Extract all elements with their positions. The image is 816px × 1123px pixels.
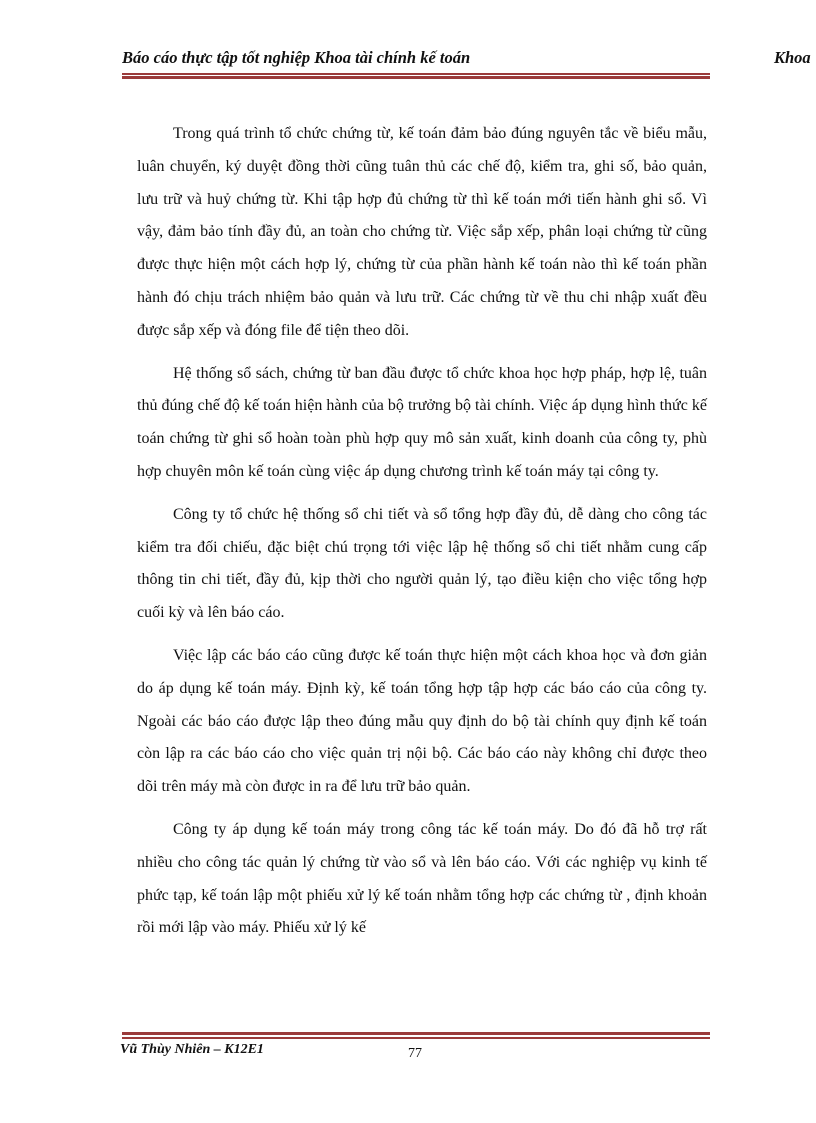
- header-rule-thick: [122, 76, 710, 79]
- header-rule-thin: [122, 73, 710, 75]
- paragraph: Công ty tổ chức hệ thống sổ chi tiết và sổ tổng hợp đầy đủ, dễ dàng cho công tác kiểm tra đối chiếu, đặc biệt chú trọng tới việc lập hệ thống sổ chi tiết nhằm cung cấp thông tin chi tiết, đầy đủ, kịp thời cho người quản lý, tạo điều kiện cho việc tổng hợp cuối kỳ và lên báo cáo.: [137, 505, 707, 622]
- paragraph: Việc lập các báo cáo cũng được kế toán thực hiện một cách khoa học và đơn giản do áp dụng kế toán máy. Định kỳ, kế toán tổng hợp tập hợp các báo cáo của công ty. Ngoài các báo cáo được lập theo đúng mẫu quy định do bộ tài chính quy định kế toán còn lập ra các báo cáo cho việc quản trị nội bộ. Các báo cáo này không chỉ được theo dõi trên máy mà còn được in ra để lưu trữ bảo quản.: [137, 646, 707, 796]
- footer-rule-thin: [122, 1037, 710, 1039]
- page-number: 77: [408, 1046, 422, 1061]
- footer-author: Vũ Thùy Nhiên – K12E1: [120, 1042, 264, 1057]
- header-title: Báo cáo thực tập tốt nghiệp Khoa tài chính kế toán: [122, 48, 471, 67]
- body-text: [137, 118, 707, 945]
- paragraph: Công ty áp dụng kế toán máy trong công tác kế toán máy. Do đó đã hỗ trợ rất nhiều cho công tác quản lý chứng từ vào sổ và lên báo cáo. Với các nghiệp vụ kinh tế phức tạp, kế toán lập một phiếu xử lý kế toán nhằm tổng hợp các chứng từ , định khoản rồi mới lập vào máy. Phiếu xử lý kế: [137, 820, 707, 937]
- footer-rule-thick: [122, 1032, 710, 1035]
- page-header: [122, 48, 816, 72]
- header-right-text: Khoa: [774, 48, 811, 67]
- paragraph: Hệ thống sổ sách, chứng từ ban đầu được tổ chức khoa học hợp pháp, hợp lệ, tuân thủ đúng chế độ kế toán hiện hành của bộ trưởng bộ tài chính. Việc áp dụng hình thức kế toán chứng từ ghi sổ hoàn toàn phù hợp quy mô sản xuất, kinh doanh của công ty, phù hợp chuyên môn kế toán cùng việc áp dụng chương trình kế toán máy tại công ty.: [137, 364, 707, 480]
- paragraph: Trong quá trình tổ chức chứng từ, kế toán đảm bảo đúng nguyên tắc về biểu mẫu, luân chuyển, ký duyệt đồng thời cũng tuân thủ các chế độ, kiểm tra, ghi số, bảo quản, lưu trữ và huỷ chứng từ. Khi tập hợp đủ chứng từ thì kế toán mới tiến hành ghi sổ. Vì vậy, đảm bảo tính đầy đủ, an toàn cho chứng từ. Việc sắp xếp, phân loại chứng từ cũng được thực hiện một cách hợp lý, chứng từ của phần hành kế toán nào thì kế toán phần hành đó chịu trách nhiệm bảo quản và lưu trữ. Các chứng từ về thu chi nhập xuất đều được sắp xếp và đóng file để tiện theo dõi.: [137, 125, 707, 339]
